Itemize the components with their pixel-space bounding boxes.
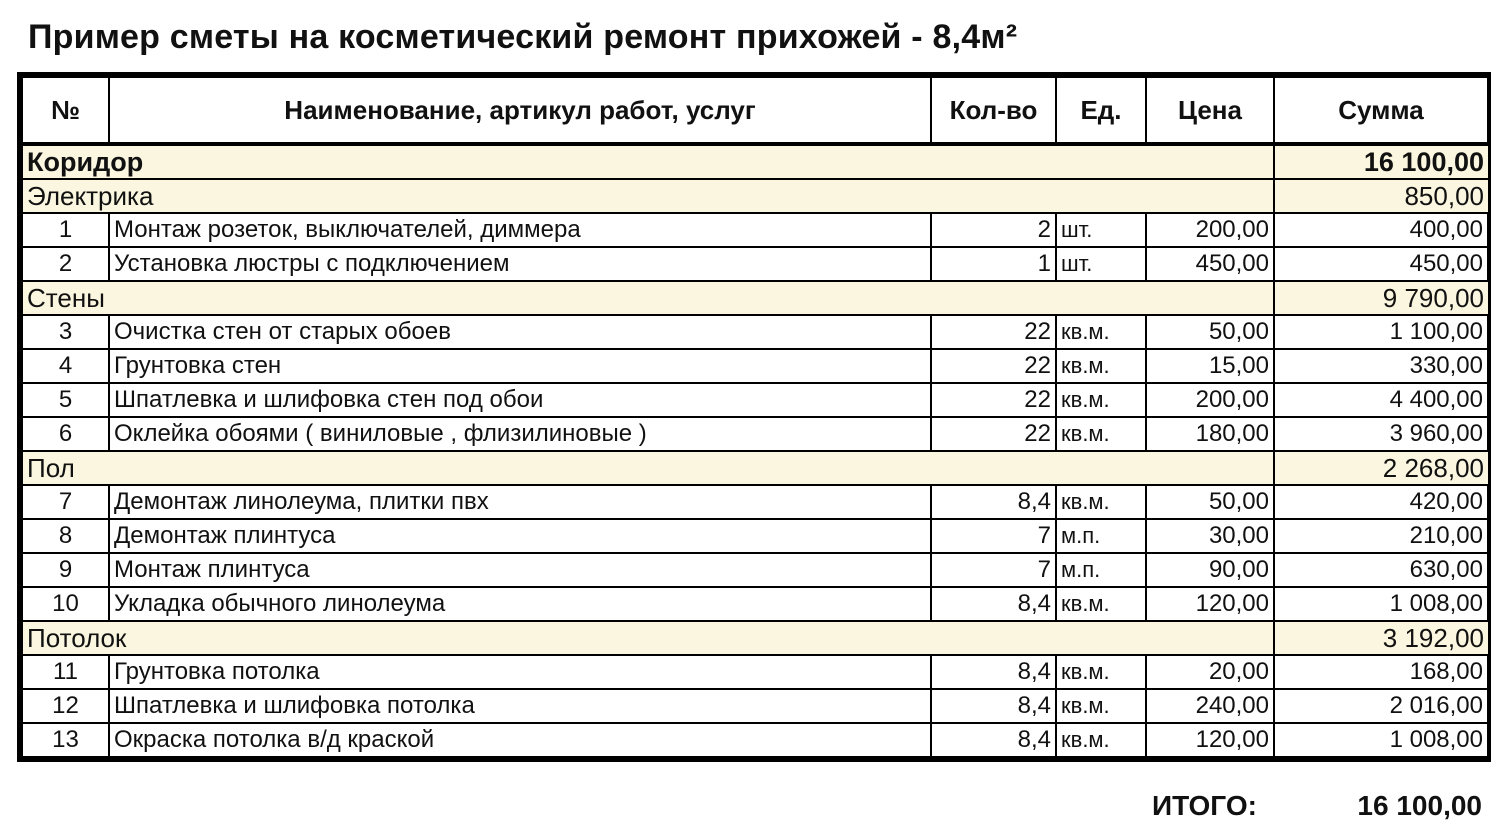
cell-qty: 22: [931, 417, 1056, 451]
cell-num: 3: [22, 315, 109, 349]
cell-sum: 1 008,00: [1274, 723, 1488, 757]
cell-qty: 8,4: [931, 655, 1056, 689]
cell-num: 1: [22, 213, 109, 247]
cell-qty: 2: [931, 213, 1056, 247]
section-label: Потолок: [22, 621, 1274, 655]
section-label: Стены: [22, 281, 1274, 315]
cell-name: Укладка обычного линолеума: [109, 587, 931, 621]
cell-price: 30,00: [1146, 519, 1274, 553]
cell-unit: шт.: [1056, 247, 1146, 281]
cell-name: Окраска потолка в/д краской: [109, 723, 931, 757]
cell-unit: кв.м.: [1056, 485, 1146, 519]
cell-sum: 4 400,00: [1274, 383, 1488, 417]
cell-qty: 8,4: [931, 587, 1056, 621]
cell-unit: м.п.: [1056, 519, 1146, 553]
cell-num: 4: [22, 349, 109, 383]
cell-name: Грунтовка потолка: [109, 655, 931, 689]
table-row: [22, 315, 1488, 349]
cell-unit: кв.м.: [1056, 723, 1146, 757]
cell-qty: 8,4: [931, 723, 1056, 757]
cell-num: 13: [22, 723, 109, 757]
section-label: Электрика: [22, 179, 1274, 213]
cell-price: 200,00: [1146, 213, 1274, 247]
cell-unit: кв.м.: [1056, 315, 1146, 349]
header-qty: Кол-во: [931, 77, 1056, 144]
cell-name: Монтаж плинтуса: [109, 553, 931, 587]
table-row: [22, 383, 1488, 417]
cell-unit: кв.м.: [1056, 689, 1146, 723]
cell-qty: 22: [931, 383, 1056, 417]
table-header-row: [22, 77, 1488, 144]
cell-qty: 1: [931, 247, 1056, 281]
section-total: 16 100,00: [1274, 144, 1488, 179]
section-total: 3 192,00: [1274, 621, 1488, 655]
cell-price: 200,00: [1146, 383, 1274, 417]
table-row: [22, 213, 1488, 247]
section-row: [22, 281, 1488, 315]
cell-price: 50,00: [1146, 485, 1274, 519]
table-row: [22, 417, 1488, 451]
section-row: [22, 451, 1488, 485]
section-row-main: [22, 144, 1488, 179]
grand-total-label: ИТОГО:: [1152, 790, 1257, 821]
cell-num: 7: [22, 485, 109, 519]
cell-name: Демонтаж плинтуса: [109, 519, 931, 553]
table-row: [22, 655, 1488, 689]
cell-name: Шпатлевка и шлифовка стен под обои: [109, 383, 931, 417]
section-label: Коридор: [22, 144, 1274, 179]
cell-unit: кв.м.: [1056, 655, 1146, 689]
cell-sum: 420,00: [1274, 485, 1488, 519]
grand-total-value: 16 100,00: [1357, 790, 1482, 821]
document-title: Пример сметы на косметический ремонт прихожей - 8,4м²: [28, 18, 1018, 56]
cell-qty: 22: [931, 349, 1056, 383]
cell-num: 8: [22, 519, 109, 553]
header-num: №: [22, 77, 109, 144]
cell-name: Грунтовка стен: [109, 349, 931, 383]
cell-sum: 1 008,00: [1274, 587, 1488, 621]
cell-unit: кв.м.: [1056, 349, 1146, 383]
table-row: [22, 723, 1488, 757]
cell-sum: 168,00: [1274, 655, 1488, 689]
cell-qty: 8,4: [931, 689, 1056, 723]
cell-price: 450,00: [1146, 247, 1274, 281]
header-price: Цена: [1146, 77, 1274, 144]
cell-sum: 630,00: [1274, 553, 1488, 587]
cell-num: 12: [22, 689, 109, 723]
cell-name: Установка люстры с подключением: [109, 247, 931, 281]
cell-qty: 22: [931, 315, 1056, 349]
section-label: Пол: [22, 451, 1274, 485]
cell-unit: м.п.: [1056, 553, 1146, 587]
cell-price: 90,00: [1146, 553, 1274, 587]
cell-sum: 1 100,00: [1274, 315, 1488, 349]
cell-sum: 2 016,00: [1274, 689, 1488, 723]
cell-sum: 450,00: [1274, 247, 1488, 281]
cell-num: 2: [22, 247, 109, 281]
cell-sum: 3 960,00: [1274, 417, 1488, 451]
cell-name: Монтаж розеток, выключателей, диммера: [109, 213, 931, 247]
cell-name: Демонтаж линолеума, плитки пвх: [109, 485, 931, 519]
cell-num: 10: [22, 587, 109, 621]
cell-qty: 8,4: [931, 485, 1056, 519]
table-row: [22, 485, 1488, 519]
cell-name: Оклейка обоями ( виниловые , флизилиновые ): [109, 417, 931, 451]
section-total: 2 268,00: [1274, 451, 1488, 485]
cell-name: Очистка стен от старых обоев: [109, 315, 931, 349]
cell-unit: кв.м.: [1056, 587, 1146, 621]
section-row: [22, 179, 1488, 213]
cell-sum: 400,00: [1274, 213, 1488, 247]
cell-unit: кв.м.: [1056, 383, 1146, 417]
cell-price: 15,00: [1146, 349, 1274, 383]
section-total: 850,00: [1274, 179, 1488, 213]
cell-price: 120,00: [1146, 587, 1274, 621]
cell-price: 180,00: [1146, 417, 1274, 451]
cell-num: 5: [22, 383, 109, 417]
table-row: [22, 247, 1488, 281]
section-row: [22, 621, 1488, 655]
cell-price: 20,00: [1146, 655, 1274, 689]
table-row: [22, 519, 1488, 553]
table-row: [22, 349, 1488, 383]
table-row: [22, 553, 1488, 587]
cell-num: 11: [22, 655, 109, 689]
header-unit: Ед.: [1056, 77, 1146, 144]
table-row: [22, 689, 1488, 723]
header-name: Наименование, артикул работ, услуг: [109, 77, 931, 144]
cell-qty: 7: [931, 553, 1056, 587]
cell-price: 50,00: [1146, 315, 1274, 349]
cell-price: 120,00: [1146, 723, 1274, 757]
cell-qty: 7: [931, 519, 1056, 553]
cell-num: 6: [22, 417, 109, 451]
cell-sum: 330,00: [1274, 349, 1488, 383]
cell-name: Шпатлевка и шлифовка потолка: [109, 689, 931, 723]
cell-num: 9: [22, 553, 109, 587]
header-sum: Сумма: [1274, 77, 1488, 144]
table-row: [22, 587, 1488, 621]
cell-price: 240,00: [1146, 689, 1274, 723]
cell-unit: шт.: [1056, 213, 1146, 247]
estimate-table: [17, 72, 1491, 762]
section-total: 9 790,00: [1274, 281, 1488, 315]
cell-sum: 210,00: [1274, 519, 1488, 553]
cell-unit: кв.м.: [1056, 417, 1146, 451]
